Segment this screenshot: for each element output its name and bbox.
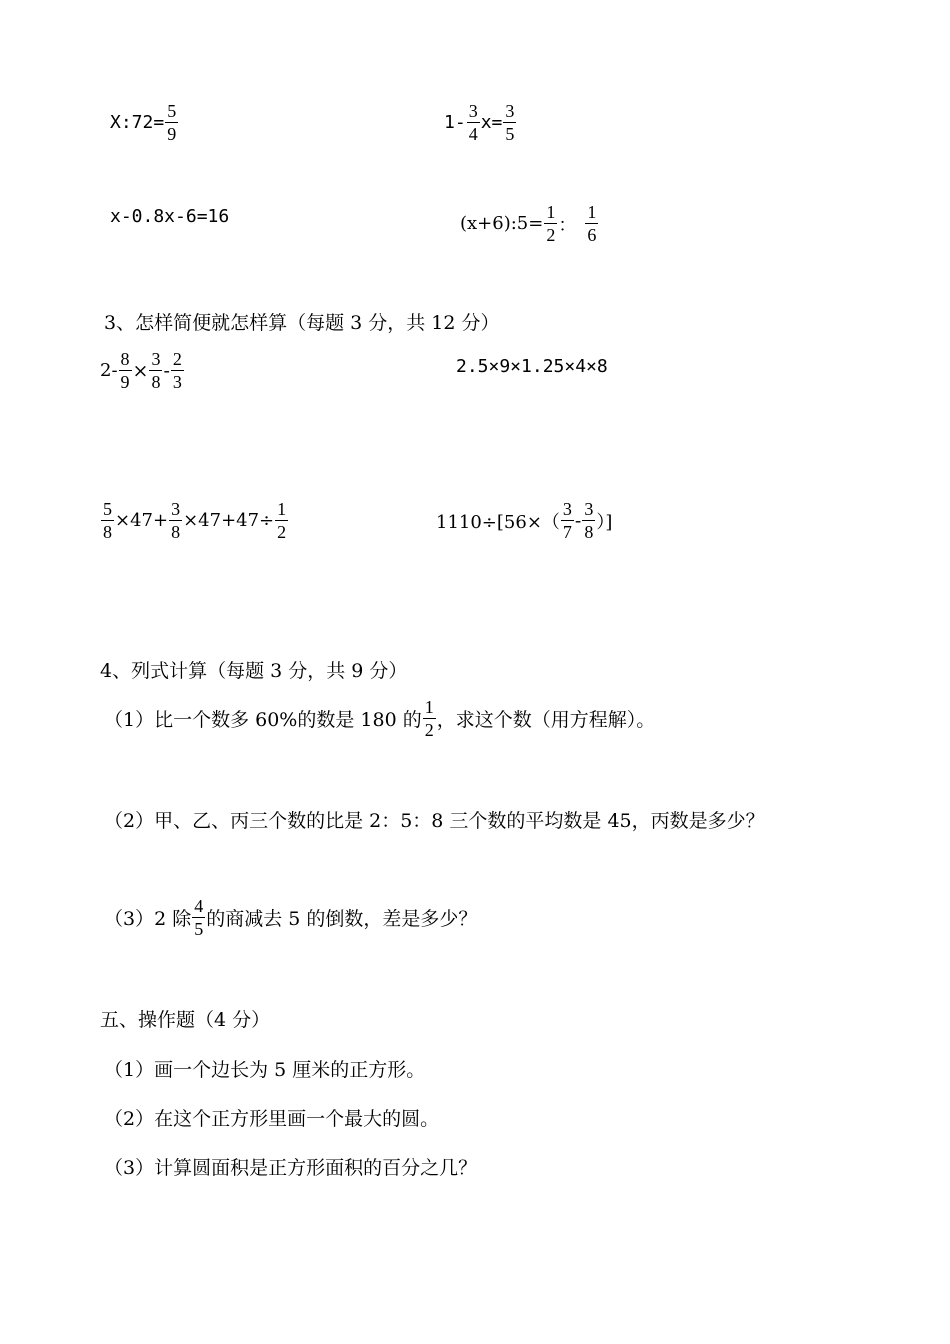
question-text: （1）比一个数多 60%的数是 180 的 bbox=[104, 709, 422, 732]
section-3-heading: 3、怎样简便就怎样算（每题 3 分，共 12 分） bbox=[104, 312, 500, 334]
section-4-heading: 4、列式计算（每题 3 分，共 9 分） bbox=[100, 660, 408, 682]
fraction: $\frac{3}{8}$ bbox=[151, 349, 161, 392]
operator: - bbox=[574, 509, 582, 532]
problem-3-2: 2.5×9×1.25×4×8 bbox=[456, 356, 608, 377]
problem-3-1 bbox=[100, 350, 185, 392]
equation-1-left: X:72= bbox=[110, 112, 165, 134]
problem-prefix: 2- bbox=[100, 360, 118, 382]
problem-prefix: 1110÷[56×（ bbox=[436, 511, 560, 533]
fraction: $\frac{5}{8}$ bbox=[103, 499, 112, 542]
equation-2 bbox=[444, 102, 517, 144]
fraction: $\frac{5}{9}$ bbox=[167, 101, 177, 144]
question-4-1 bbox=[104, 698, 655, 740]
task-item: （1）画一个边长为 5 厘米的正方形。 bbox=[104, 1059, 426, 1081]
fraction: $\frac{1}{2}$ bbox=[424, 697, 434, 740]
equation-4-colon: ： bbox=[558, 214, 577, 236]
fraction: $\frac{2}{3}$ bbox=[172, 349, 182, 392]
fraction: $\frac{3}{8}$ bbox=[584, 499, 594, 542]
operator: ×47+47÷ bbox=[183, 510, 275, 532]
fraction: $\frac{3}{4}$ bbox=[468, 101, 478, 144]
question-text: （3）2 除 bbox=[104, 908, 192, 931]
operator: - bbox=[163, 359, 170, 382]
equation-2-mid: x= bbox=[480, 112, 503, 134]
question-4-2: （2）甲、乙、丙三个数的比是 2：5：8 三个数的平均数是 45，丙数是多少？ bbox=[104, 810, 765, 832]
task-item: （2）在这个正方形里画一个最大的圆。 bbox=[104, 1108, 440, 1130]
equation-4-prefix: (x+6):5= bbox=[460, 213, 544, 235]
operator: × bbox=[132, 359, 149, 382]
fraction: $\frac{1}{2}$ bbox=[277, 499, 287, 542]
fraction: $\frac{4}{5}$ bbox=[194, 896, 204, 939]
problem-3-4 bbox=[436, 500, 612, 542]
question-text: ，求这个数（用方程解）。 bbox=[436, 709, 656, 732]
question-text: 的商减去 5 的倒数，差是多少？ bbox=[206, 908, 478, 931]
equation-3 bbox=[110, 206, 229, 227]
question-4-3 bbox=[104, 897, 477, 939]
equation-1 bbox=[110, 102, 179, 144]
section-5-heading: 五、操作题（4 分） bbox=[100, 1009, 271, 1031]
fraction: $\frac{8}{9}$ bbox=[120, 349, 130, 392]
operator: ×47+ bbox=[115, 510, 169, 532]
problem-3-3 bbox=[100, 500, 289, 542]
fraction: $\frac{1}{6}$ bbox=[587, 202, 597, 245]
fraction: $\frac{3}{7}$ bbox=[562, 499, 572, 542]
equation-3-text: x-0.8x-6=16 bbox=[110, 206, 230, 227]
fraction: $\frac{3}{8}$ bbox=[171, 499, 181, 542]
problem-suffix: ）] bbox=[596, 511, 613, 533]
equation-4 bbox=[460, 203, 599, 245]
fraction: $\frac{1}{2}$ bbox=[546, 202, 556, 245]
fraction: $\frac{3}{5}$ bbox=[505, 101, 515, 144]
task-item: （3）计算圆面积是正方形面积的百分之几？ bbox=[104, 1157, 478, 1179]
equation-2-prefix: 1- bbox=[444, 112, 466, 134]
